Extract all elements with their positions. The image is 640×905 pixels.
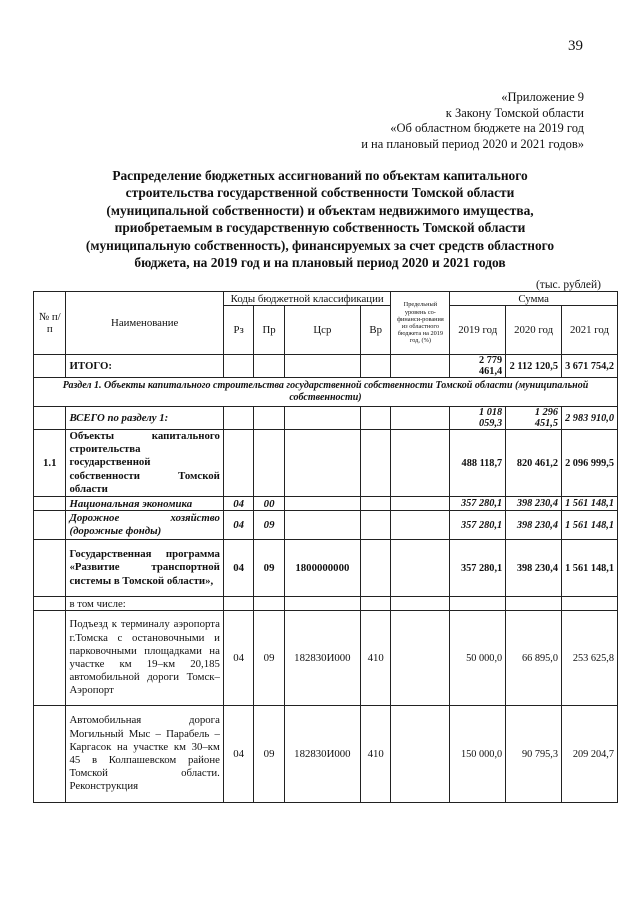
row-num [34, 706, 66, 803]
row-2019 [450, 597, 506, 611]
row-pr [254, 597, 284, 611]
total-label: ИТОГО: [66, 355, 223, 378]
row-num [34, 540, 66, 597]
col-header-pr: Пр [254, 306, 284, 355]
row-csr [284, 597, 360, 611]
total-2021: 3 671 754,2 [562, 355, 618, 378]
row-2021: 1 561 148,1 [562, 540, 618, 597]
row-vr: 410 [360, 611, 390, 706]
title-line: приобретаемым в государственную собственность Томской области [114, 220, 526, 236]
total-2020: 2 112 120,5 [506, 355, 562, 378]
row-2019: 357 280,1 [450, 497, 506, 511]
row-vr [360, 597, 390, 611]
row-limit [391, 497, 450, 511]
row-name: в том числе: [66, 597, 223, 611]
row-name: Автомобильная дорога Могильный Мыс – Парабель – Каргасок на участке км 30–км 45 в Колпашевском районе Томской области. Реконструкция [66, 706, 223, 803]
row-vr [360, 497, 390, 511]
row-rz: 04 [223, 497, 253, 511]
table-row [34, 611, 618, 706]
table-row [34, 706, 618, 803]
row-2020: 398 230,4 [506, 497, 562, 511]
col-header-sum: Сумма [450, 292, 618, 306]
row-rz: 04 [223, 540, 253, 597]
row-2019: 488 118,7 [450, 430, 506, 497]
table-row [34, 540, 618, 597]
row-2020: 66 895,0 [506, 611, 562, 706]
row-csr: 1800000000 [284, 540, 360, 597]
row-num: 1.1 [34, 430, 66, 497]
section-total-2020: 1 296 451,5 [506, 407, 562, 430]
budget-table [33, 291, 618, 803]
row-csr [284, 511, 360, 540]
row-pr [254, 430, 284, 497]
section-total-2021: 2 983 910,0 [562, 407, 618, 430]
row-rz: 04 [223, 611, 253, 706]
units-label: (тыс. рублей) [535, 279, 601, 291]
total-row [34, 355, 618, 378]
row-2019: 150 000,0 [450, 706, 506, 803]
row-2020: 398 230,4 [506, 540, 562, 597]
row-2021: 1 561 148,1 [562, 511, 618, 540]
row-limit [391, 597, 450, 611]
row-pr: 09 [254, 540, 284, 597]
row-rz: 04 [223, 706, 253, 803]
col-header-2020: 2020 год [506, 306, 562, 355]
row-csr [284, 497, 360, 511]
row-pr: 09 [254, 706, 284, 803]
col-header-2021: 2021 год [562, 306, 618, 355]
annex-header [361, 90, 584, 152]
row-2019: 357 280,1 [450, 511, 506, 540]
row-name: Государственная программа «Развитие транспортной системы в Томской области», [66, 540, 223, 597]
row-vr [360, 430, 390, 497]
col-header-limit: Предельный уровень со-финанси-рования из областного бюджета на 2019 год, (%) [391, 292, 450, 355]
row-rz [223, 430, 253, 497]
row-2020: 90 795,3 [506, 706, 562, 803]
row-num [34, 497, 66, 511]
row-limit [391, 511, 450, 540]
table-row [34, 497, 618, 511]
row-limit [391, 540, 450, 597]
row-csr [284, 430, 360, 497]
col-header-rz: Рз [223, 306, 253, 355]
col-header-csr: Цср [284, 306, 360, 355]
row-rz [223, 597, 253, 611]
section-total-2019: 1 018 059,3 [450, 407, 506, 430]
row-2021: 253 625,8 [562, 611, 618, 706]
row-2021: 209 204,7 [562, 706, 618, 803]
row-num [34, 611, 66, 706]
title-line: Распределение бюджетных ассигнований по объектам капитального [112, 168, 528, 183]
col-header-name: Наименование [66, 292, 223, 355]
row-vr [360, 540, 390, 597]
row-name: Национальная экономика [66, 497, 223, 511]
row-rz: 04 [223, 511, 253, 540]
row-2020 [506, 597, 562, 611]
title-line: бюджета, на 2019 год и на плановый период 2020 и 2021 годов [134, 255, 506, 271]
section-heading-row [34, 378, 618, 407]
section-total-row [34, 407, 618, 430]
row-2019: 357 280,1 [450, 540, 506, 597]
row-name: Объекты капитального строительства государственной собственности Томской области [66, 430, 223, 497]
title-line: (муниципальной собственности) и объектам недвижимого имущества, [106, 202, 534, 218]
table-row [34, 511, 618, 540]
row-2021 [562, 597, 618, 611]
row-limit [391, 611, 450, 706]
section-total-label: ВСЕГО по разделу 1: [66, 407, 223, 430]
annex-line: «Приложение 9 [501, 90, 584, 104]
row-2020: 820 461,2 [506, 430, 562, 497]
col-header-num: № п/п [34, 292, 66, 355]
table-row [34, 597, 618, 611]
page-number: 39 [568, 38, 583, 54]
row-2020: 398 230,4 [506, 511, 562, 540]
row-name: Дорожное хозяйство (дорожные фонды) [66, 511, 223, 540]
row-csr: 182830И000 [284, 611, 360, 706]
section-title: Раздел 1. Объекты капитального строительства государственной собственности Томской области (муниципальной собственности) [34, 378, 618, 407]
row-pr: 00 [254, 497, 284, 511]
annex-line: «Об областном бюджете на 2019 год [390, 121, 584, 135]
row-2021: 2 096 999,5 [562, 430, 618, 497]
row-limit [391, 430, 450, 497]
row-name: Подъезд к терминалу аэропорта г.Томска с остановочными и парковочными площадками на участке км 19–км 20,185 автомобильной дороги Томск–Аэропорт [66, 611, 223, 706]
row-num [34, 597, 66, 611]
row-limit [391, 706, 450, 803]
row-2019: 50 000,0 [450, 611, 506, 706]
row-csr: 182830И000 [284, 706, 360, 803]
title-line: строительства государственной собственности Томской области [125, 185, 515, 201]
table-row [34, 430, 618, 497]
col-header-vr: Вр [360, 306, 390, 355]
row-vr: 410 [360, 706, 390, 803]
row-num [34, 511, 66, 540]
title-line: (муниципальную собственность), финансируемых за счет средств областного [85, 237, 555, 253]
total-2019: 2 779 461,4 [450, 355, 506, 378]
annex-line: и на плановый период 2020 и 2021 годов» [361, 136, 584, 151]
row-pr: 09 [254, 611, 284, 706]
row-2021: 1 561 148,1 [562, 497, 618, 511]
col-header-2019: 2019 год [450, 306, 506, 355]
col-header-codes: Коды бюджетной классификации [223, 292, 391, 306]
row-pr: 09 [254, 511, 284, 540]
document-title [60, 167, 580, 271]
annex-line: к Закону Томской области [445, 105, 584, 120]
row-vr [360, 511, 390, 540]
